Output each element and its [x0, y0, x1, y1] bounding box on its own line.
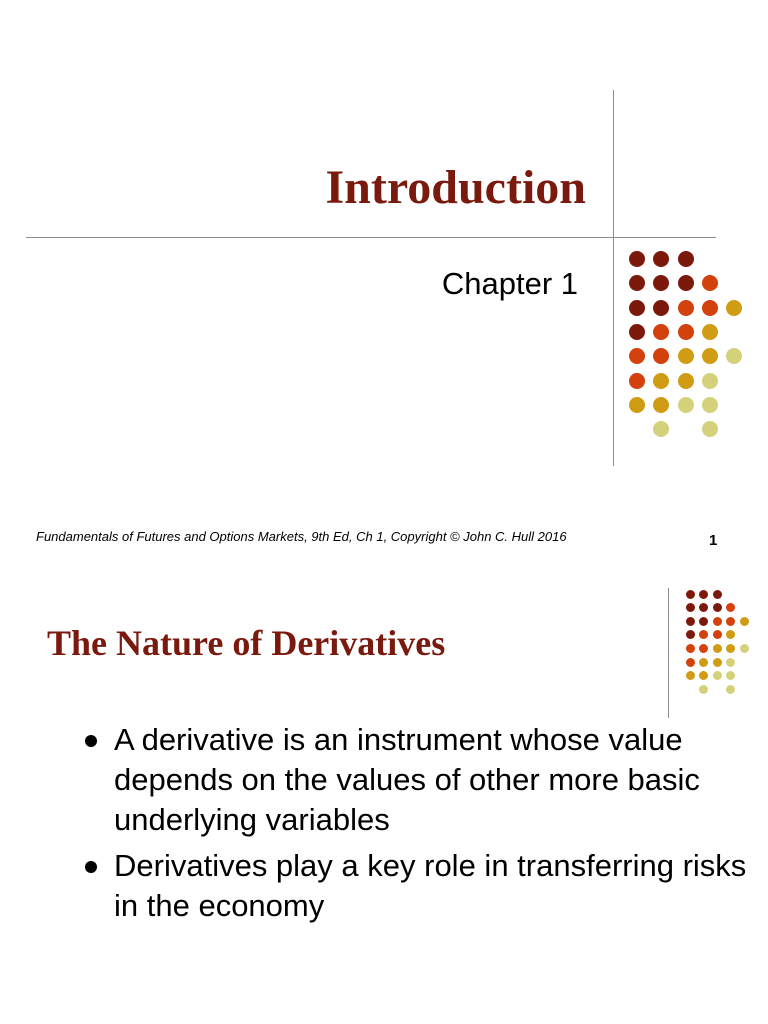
decorative-dot	[699, 685, 708, 694]
bullet-icon	[85, 861, 97, 873]
bullet-item	[80, 720, 764, 840]
decorative-dot	[686, 603, 695, 612]
decorative-dot	[699, 590, 708, 599]
horizontal-divider	[26, 237, 716, 238]
decorative-dot	[686, 630, 695, 639]
decorative-dot	[678, 373, 694, 389]
decorative-dot	[686, 590, 695, 599]
slide-title: Introduction	[325, 161, 586, 214]
decorative-dot	[699, 603, 708, 612]
decorative-dot	[702, 373, 718, 389]
decorative-dot	[713, 590, 722, 599]
decorative-dot	[678, 275, 694, 291]
decorative-dot	[726, 685, 735, 694]
decorative-dot	[713, 630, 722, 639]
decorative-dot	[653, 348, 669, 364]
decorative-dot	[653, 397, 669, 413]
decorative-dot	[699, 617, 708, 626]
decorative-dot	[726, 348, 742, 364]
slide-footer: Fundamentals of Futures and Options Markets, 9th Ed, Ch 1, Copyright © John C. Hull 2016	[36, 529, 567, 544]
decorative-dot	[726, 300, 742, 316]
decorative-dot	[678, 300, 694, 316]
bullet-text: Derivatives play a key role in transferring risks in the economy	[114, 848, 747, 923]
decorative-dot	[699, 630, 708, 639]
decorative-dot	[653, 421, 669, 437]
decorative-dot	[629, 373, 645, 389]
decorative-dot	[678, 348, 694, 364]
decorative-dot	[726, 658, 735, 667]
decorative-dot	[653, 275, 669, 291]
slide-subtitle: Chapter 1	[441, 266, 578, 301]
decorative-dot	[686, 617, 695, 626]
decorative-dot	[726, 603, 735, 612]
page-number: 1	[709, 532, 718, 549]
decorative-dot	[713, 671, 722, 680]
decorative-dot	[726, 644, 735, 653]
decorative-dot	[653, 373, 669, 389]
decorative-dot	[699, 658, 708, 667]
vertical-divider	[613, 90, 614, 466]
decorative-dot	[629, 300, 645, 316]
decorative-dot	[713, 644, 722, 653]
decorative-dot	[678, 397, 694, 413]
decorative-dot	[702, 324, 718, 340]
vertical-divider	[668, 588, 669, 718]
decorative-dot	[740, 644, 749, 653]
decorative-dot	[629, 251, 645, 267]
bullet-item	[80, 846, 764, 926]
decorative-dot	[678, 251, 694, 267]
slide-title: The Nature of Derivatives	[47, 623, 446, 663]
decorative-dot	[699, 671, 708, 680]
decorative-dot	[686, 671, 695, 680]
decorative-dot	[713, 658, 722, 667]
decorative-dot	[653, 251, 669, 267]
decorative-dot	[629, 275, 645, 291]
decorative-dot	[629, 397, 645, 413]
decorative-dot	[702, 300, 718, 316]
decorative-dot	[686, 658, 695, 667]
decorative-dot	[653, 324, 669, 340]
decorative-dot	[629, 348, 645, 364]
content-slide	[0, 560, 768, 1024]
bullet-list	[80, 720, 764, 932]
decorative-dot	[726, 671, 735, 680]
decorative-dot	[702, 397, 718, 413]
decorative-dot	[702, 421, 718, 437]
decorative-dot	[740, 617, 749, 626]
decorative-dot	[713, 603, 722, 612]
bullet-text: A derivative is an instrument whose value depends on the values of other more basic underlying variables	[114, 722, 700, 837]
decorative-dot	[726, 617, 735, 626]
decorative-dot	[686, 644, 695, 653]
decorative-dot	[629, 324, 645, 340]
decorative-dot	[653, 300, 669, 316]
decorative-dot	[678, 324, 694, 340]
decorative-dot	[702, 275, 718, 291]
decorative-dot	[702, 348, 718, 364]
decorative-dot	[713, 617, 722, 626]
decorative-dot	[726, 630, 735, 639]
decorative-dot	[699, 644, 708, 653]
bullet-icon	[85, 735, 97, 747]
